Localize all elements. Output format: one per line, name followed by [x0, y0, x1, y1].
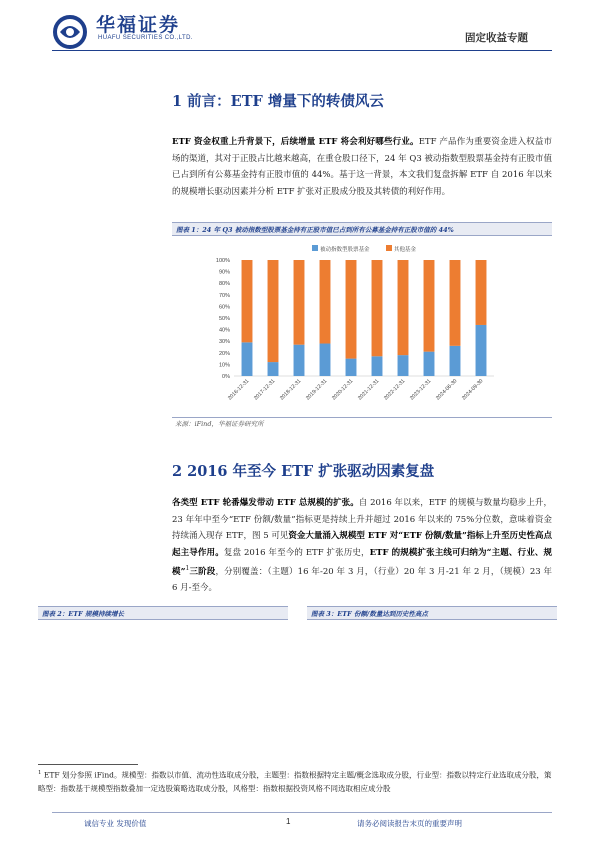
x-tick-label: 2017-12-31 [253, 378, 277, 402]
y-tick-label: 10% [218, 362, 230, 369]
bar-passive-index [294, 345, 305, 376]
footnote-divider [38, 764, 138, 765]
section-1-paragraph [172, 134, 552, 200]
bar-passive-index [242, 342, 253, 376]
section-2-emphasis-3: 三阶段 [189, 566, 216, 577]
y-tick-label: 90% [218, 269, 230, 276]
legend-swatch [386, 245, 392, 251]
footnote-ref-1[interactable]: 1 [185, 565, 190, 572]
x-tick-label: 2024-09-30 [461, 378, 485, 402]
y-tick-label: 50% [218, 316, 230, 322]
bar-passive-index [476, 325, 487, 376]
y-tick-label: 40% [218, 327, 230, 334]
logo-text-en: HUAFU SECURITIES CO.,LTD. [98, 35, 193, 41]
figure-2-title: 图表 2：ETF 规模持续增长 [38, 606, 288, 620]
bar-other-funds [320, 260, 331, 344]
bar-passive-index [450, 346, 461, 376]
bar-other-funds [476, 260, 487, 325]
figure-1-source: 来源：iFind，华福证券研究所 [175, 420, 264, 428]
figure-1-chart [172, 240, 552, 416]
footer-divider [52, 812, 552, 813]
bar-other-funds [424, 260, 435, 352]
figure-1-bottom-rule [172, 417, 552, 418]
x-tick-label: 2016-12-31 [227, 378, 251, 402]
x-tick-label: 2023-12-31 [409, 378, 433, 402]
legend-label: 其他基金 [394, 247, 417, 253]
bar-other-funds [372, 260, 383, 356]
x-tick-label: 2018-12-31 [279, 378, 303, 402]
y-tick-label: 80% [218, 281, 230, 288]
section-2-body-3: ，分别覆盖：（主题）16 年-20 年 3 月，（行业）20 年 3 月-21 年 2 月，（规模）23 年 6 月-至今。 [172, 566, 552, 594]
y-tick-label: 0% [222, 374, 230, 380]
x-tick-label: 2019-12-31 [305, 378, 329, 402]
bar-passive-index [372, 356, 383, 376]
x-tick-label: 2020-12-31 [331, 378, 355, 402]
y-tick-label: 70% [218, 292, 230, 299]
y-tick-label: 20% [218, 350, 230, 357]
x-tick-label: 2021-12-31 [357, 378, 381, 402]
section-2-heading: 2 2016 年至今 ETF 扩张驱动因素复盘 [172, 463, 435, 480]
section-2-body-1: 自 2016 年以来，ETF 的规模与数量均稳步上升，23 年年中至今“ETF 份额/数量”指标更是持续上升并超过 2016 年以来的 75%分位数，意味着资金持续涌入现存 ETF，图 5 可见 [172, 498, 552, 541]
figure-3-title: 图表 3：ETF 份额/数量达到历史性高点 [307, 606, 557, 620]
section-1-body: ETF 产品作为重要资金进入权益市场的渠道，其对于正股占比越来越高，在重仓股口径下，24 年 Q3 被动指数型股票基金持有正股市值已占到所有公募基金持有正股市值的 44%。基于这一背景，本文我们复盘拆解 ETF 自 2016 年以来的规模增长驱动因素并分析 ETF 扩张对正股成分股及其转债的利好作用。 [172, 137, 552, 197]
footnote [38, 767, 556, 796]
bar-other-funds [242, 260, 253, 342]
legend-label: 被动指数型股票基金 [320, 247, 370, 253]
bar-passive-index [320, 344, 331, 376]
section-2-paragraph [172, 495, 552, 597]
report-type-label: 固定收益专题 [465, 32, 528, 44]
bar-other-funds [346, 260, 357, 359]
x-tick-label: 2024-06-30 [435, 378, 459, 402]
bar-passive-index [424, 352, 435, 376]
section-1-heading: 1 前言：ETF 增量下的转债风云 [172, 93, 384, 110]
bar-other-funds [268, 260, 279, 362]
bar-other-funds [450, 260, 461, 346]
page-number: 1 [286, 817, 291, 826]
y-tick-label: 30% [218, 339, 230, 346]
bar-passive-index [398, 355, 409, 376]
header-divider [52, 50, 552, 51]
section-1-lead: ETF 资金权重上升背景下，后续增量 ETF 将会利好哪些行业。 [172, 137, 419, 147]
figure-1-title: 图表 1：24 年 Q3 被动指数型股票基金持有正股市值已占到所有公募基金持有正股市值的 44% [172, 222, 552, 236]
logo-text-cn: 华福证券 [96, 14, 181, 36]
bar-passive-index [268, 362, 279, 376]
bar-other-funds [398, 260, 409, 355]
section-2-lead: 各类型 ETF 轮番爆发带动 ETF 总规模的扩张。 [172, 498, 359, 508]
section-2-emphasis-2: ETF 的规模扩张主线可归纳为“主题、行业、规模” [172, 547, 552, 577]
bar-other-funds [294, 260, 305, 345]
bar-passive-index [346, 359, 357, 376]
section-2-body-2: 复盘 2016 年至今的 ETF 扩张历史， [223, 547, 370, 558]
section-2-emphasis-1: 资金大量涌入规模型 ETF 对“ETF 份额/数量”指标上升至历史性高点起主导作用。 [172, 531, 552, 558]
x-tick-label: 2022-12-31 [383, 378, 407, 402]
y-tick-label: 100% [215, 258, 230, 264]
footnote-text: ETF 划分参照 iFind。规模型：指数以市值、流动性选取成分股，主题型：指数根据特定主题/概念选取成分股，行业型：指数以特定行业选取成分股，策略型：指数基于规模型指数叠加一定选股策略选取成分股，风格型：指数根据投资风格不同选取相应成分股 [38, 770, 552, 793]
footer-slogan: 诚信专业 发现价值 [84, 819, 147, 828]
footer-disclaimer: 请务必阅读报告末页的重要声明 [357, 819, 462, 828]
y-tick-label: 60% [218, 304, 230, 311]
legend-swatch [312, 245, 318, 251]
footnote-mark: 1 [38, 770, 42, 776]
